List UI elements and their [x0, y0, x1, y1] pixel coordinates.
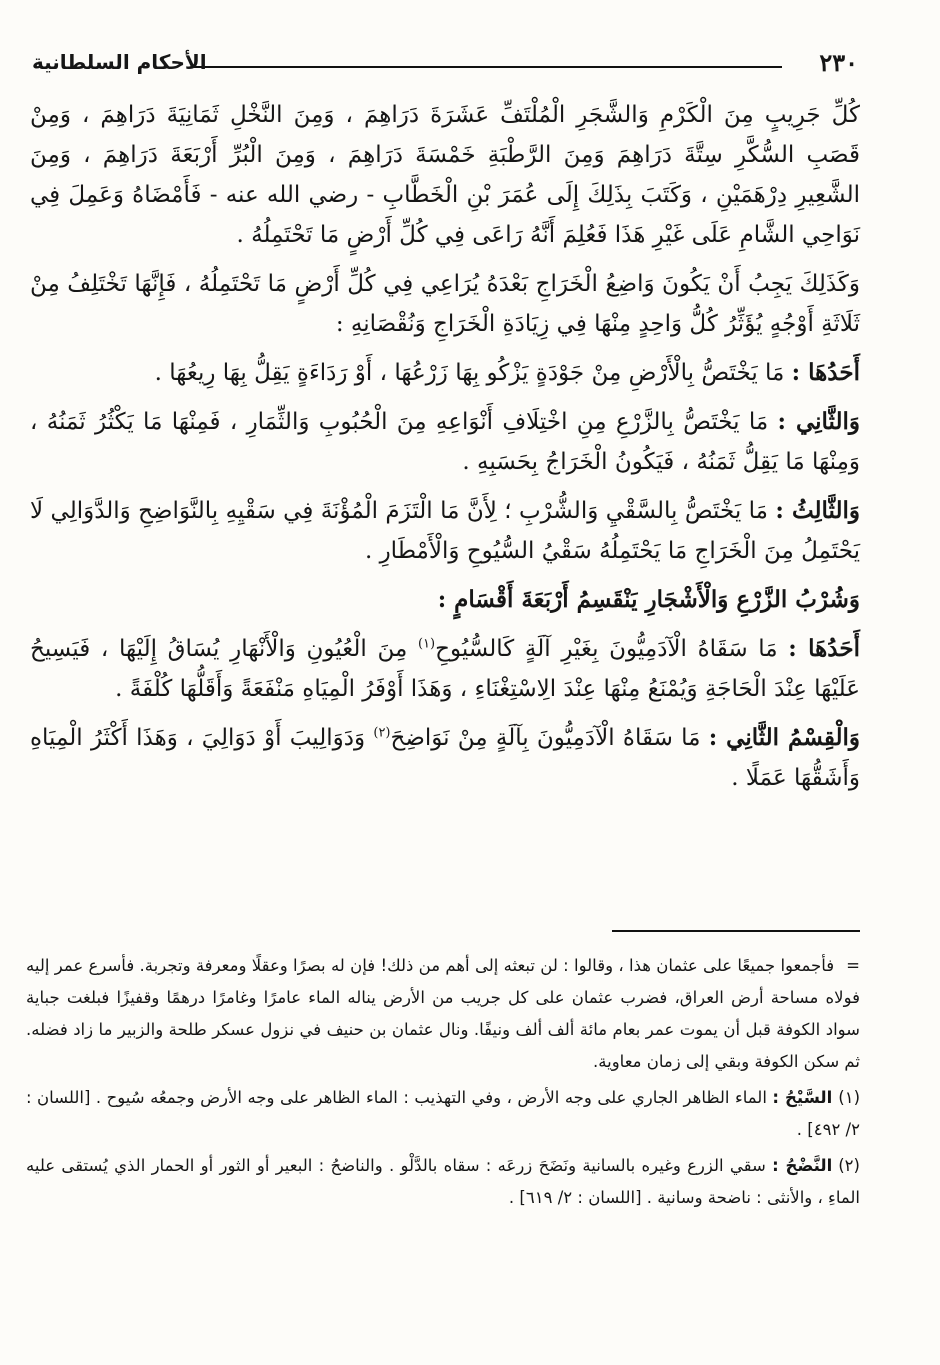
footnote-text: الماء الظاهر الجاري على وجه الأرض ، وفي التهذيب : الماء الظاهر على وجه الأرض وجمعُه سُيوح . [اللسان : ٢/ ٤٩٢] . [26, 1088, 860, 1139]
paragraph-lead: وَالْقِسْمُ الثَّانِي : [708, 724, 860, 751]
paragraph-lead: أَحَدُهَا : [788, 635, 860, 662]
paragraph [30, 580, 860, 620]
paragraph [30, 402, 860, 482]
paragraph-text: مَا سَقَاهُ الْآدَمِيُّونَ بِآلَةٍ مِنْ نَوَاضِحَ [390, 725, 709, 751]
footnote-text: فأجمعوا جميعًا على عثمان هذا ، وقالوا : لن تبعثه إلى أهم من ذلك! فإن له بصرًا وعقلًا ومعرفة وتجربة. فأسرع عمر إليه فولاه مساحة أرض العراق، فضرب عثمان على كل جريب من الأرض يناله الماء عامرًا وغامرًا درهمًا وقفيزًا فبلغت جباية سواد الكوفة قبل أن يموت عمر بعام مائة ألف ألف ونيفًا. ونال عثمان بن حنيف في نزول عسكر طلحة والزبير ما زاد فضله. ثم سكن الكوفة وبقي إلى زمان معاوية. [26, 956, 860, 1071]
paragraph-text: وَكَذَلِكَ يَجِبُ أَنْ يَكُونَ وَاضِعُ الْخَرَاجِ بَعْدَهُ يُرَاعِي فِي كُلِّ أَرْضٍ مَا تَحْتَمِلُهُ ، فَإِنَّهَا تَخْتَلِفُ مِنْ ثَلَاثَةِ أَوْجُهٍ يُؤَثِّرُ كُلُّ وَاحِدٍ مِنْهَا فِي زِيَادَةِ الْخَرَاجِ وَنُقْصَانِهِ : [30, 271, 860, 337]
paragraph-text: مَا سَقَاهُ الْآدَمِيُّونَ بِغَيْرِ آلَةٍ كَالسُّيُوحِ [435, 636, 789, 662]
page-header [32, 48, 858, 88]
footnote-term: السَّيْحُ : [772, 1088, 833, 1107]
paragraph [30, 718, 860, 798]
paragraph-text: مَا يَخْتَصُّ بِالسَّقْيِ وَالشُّرْبِ ؛ لِأَنَّ مَا الْتَزَمَ الْمُؤْنَةَ فِي سَقْيِهِ بِالنَّوَاضِحِ وَالدَّوَالِي لَا يَحْتَمِلُ مِنَ الْخَرَاجِ مَا يَحْتَمِلُهُ سَقْيُ السُّيُوحِ وَالْأَمْطَارِ . [30, 498, 860, 564]
footnote-continuation [26, 950, 860, 1078]
paragraph-lead: وَشُرْبُ الزَّرْعِ وَالْأَشْجَارِ يَنْقَسِمُ أَرْبَعَةَ أَقْسَامٍ : [437, 586, 860, 613]
footnote-number: (٢) [838, 1156, 860, 1175]
paragraph-lead: أَحَدُهَا : [791, 359, 860, 386]
paragraph-text: وَدَوَالِيبَ أَوْ دَوَالِيَ ، وَهَذَا أَكْثَرُ الْمِيَاهِ وَأَشَقُّهَا عَمَلًا . [30, 725, 860, 791]
main-text [30, 95, 860, 807]
paragraph-text: مَا يَخْتَصُّ بِالزَّرْعِ مِنِ اخْتِلَافِ أَنْوَاعِهِ مِنَ الْحُبُوبِ وَالثِّمَارِ ، فَمِنْهَا مَا يَكْثُرُ ثَمَنُهُ ، وَمِنْهَا مَا يَقِلُّ ثَمَنُهُ ، فَيَكُونُ الْخَرَاجُ بِحَسَبِهِ . [30, 409, 860, 475]
paragraph [30, 491, 860, 571]
footnote-separator [612, 930, 860, 932]
page-number: ٢٣٠ [819, 48, 858, 77]
paragraph-lead: وَالثَّالِثُ : [775, 497, 860, 524]
footnote-ref[interactable]: (١) [417, 636, 436, 652]
header-rule [192, 66, 782, 68]
paragraph-text: كُلِّ جَرِيبٍ مِنَ الْكَرْمِ وَالشَّجَرِ الْمُلْتَفِّ عَشَرَةَ دَرَاهِمَ ، وَمِنَ النَّخْلِ ثَمَانِيَةَ دَرَاهِمَ ، وَمِنْ قَصَبِ السُّكَّرِ سِتَّةَ دَرَاهِمَ وَمِنَ الرَّطْبَةِ خَمْسَةَ دَرَاهِمَ ، وَمِنَ الْبُرِّ أَرْبَعَةَ دَرَاهِمَ ، وَمِنَ الشَّعِيرِ دِرْهَمَيْنِ ، وَكَتَبَ بِذَلِكَ إِلَى عُمَرَ بْنِ الْخَطَّابِ - رضي الله عنه - فَأَمْضَاهُ وَعَمِلَ فِي نَوَاحِي الشَّامِ عَلَى غَيْرِ هَذَا فَعُلِمَ أَنَّهُ رَاعَى فِي كُلِّ أَرْضٍ مَا تَحْتَمِلُهُ . [30, 102, 860, 248]
paragraph-text: مَا يَخْتَصُّ بِالْأَرْضِ مِنْ جَوْدَةٍ يَزْكُو بِهَا زَرْعُهَا ، أَوْ رَدَاءَةٍ يَقِلُّ بِهَا رِيعُهَا . [154, 360, 792, 386]
continuation-mark: = [846, 956, 860, 975]
footnote [26, 1082, 860, 1146]
paragraph-text: مِنَ الْعُيُونِ وَالْأَنْهَارِ يُسَاقُ إِلَيْهَا ، فَيَسِيحُ عَلَيْهَا عِنْدَ الْحَاجَةِ وَيُمْنَعُ مِنْهَا عِنْدَ الِاسْتِغْنَاءِ ، وَهَذَا أَوْفَرُ الْمِيَاهِ مَنْفَعَةً وَأَقَلُّهَا كُلْفَةً . [30, 636, 860, 702]
paragraph [30, 95, 860, 255]
paragraph [30, 629, 860, 709]
footnote-number: (١) [838, 1088, 860, 1107]
footnote-text: سقي الزرع وغيره بالسانية ونَضَحَ زرعَه : سقاه بالدَّلْو . والناضحُ : البعير أو الثور أو الحمار الذي يُستقى عليه الماءِ ، والأنثى : ناضحة وسانية . [اللسان : ٢/ ٦١٩] . [26, 1156, 860, 1207]
footnote [26, 1150, 860, 1214]
footnote-term: النَّضْحُ : [772, 1156, 833, 1175]
paragraph [30, 264, 860, 344]
footnote-ref[interactable]: (٢) [373, 725, 391, 741]
paragraph [30, 353, 860, 393]
paragraph-lead: وَالثَّانِي : [777, 408, 860, 435]
footnotes [26, 950, 860, 1218]
running-title: الأحكام السلطانية [32, 50, 207, 74]
